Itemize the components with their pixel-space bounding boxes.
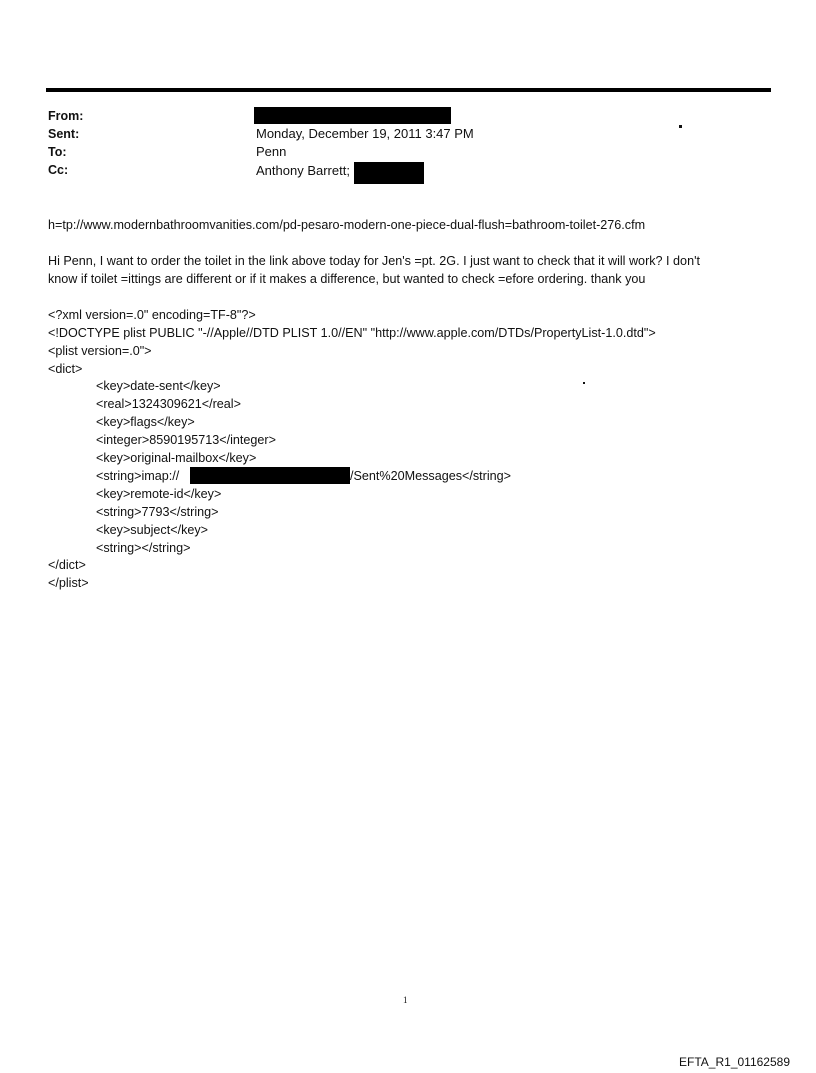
to-label: To:: [48, 145, 67, 159]
plist-entry: <key>date-sent</key>: [96, 379, 221, 393]
plist-entry: <string>imap://: [96, 469, 180, 483]
doctype-line: <!DOCTYPE plist PUBLIC "-//Apple//DTD PLIST 1.0//EN" "http://www.apple.com/DTDs/PropertyList-1.0.dtd">: [48, 326, 656, 340]
plist-open: <plist version=.0">: [48, 344, 152, 358]
cc-label: Cc:: [48, 163, 69, 177]
sent-value: Monday, December 19, 2011 3:47 PM: [256, 126, 474, 141]
mailbox-redaction: [190, 467, 350, 484]
message-line-2: know if toilet =ittings are different or if it makes a difference, but wanted to check =efore ordering. thank you: [48, 272, 646, 286]
plist-close: </plist>: [48, 576, 89, 590]
page-number: 1: [403, 995, 408, 1005]
cc-value: Anthony Barrett;: [256, 163, 350, 178]
dict-open: <dict>: [48, 362, 83, 376]
dict-close: </dict>: [48, 558, 86, 572]
plist-entry: <key>remote-id</key>: [96, 487, 222, 501]
xml-declaration: <?xml version=.0" encoding=TF-8"?>: [48, 308, 256, 322]
cc-redaction: [354, 162, 424, 184]
from-label: From:: [48, 109, 84, 123]
header-rule: [46, 88, 771, 92]
message-line-1: Hi Penn, I want to order the toilet in the link above today for Jen's =pt. 2G. I just want to check that it will work? I don't: [48, 254, 700, 268]
scan-speck: [583, 382, 585, 384]
scan-speck: [679, 125, 682, 128]
mailbox-suffix: /Sent%20Messages</string>: [350, 469, 512, 483]
plist-entry: <string>7793</string>: [96, 505, 219, 519]
plist-entry: <real>1324309621</real>: [96, 397, 241, 411]
plist-entry: <key>flags</key>: [96, 415, 195, 429]
plist-entry: <key>subject</key>: [96, 523, 209, 537]
link-line: h=tp://www.modernbathroomvanities.com/pd-pesaro-modern-one-piece-dual-flush=bathroom-toilet-276.cfm: [48, 218, 646, 232]
to-value: Penn: [256, 144, 287, 159]
plist-entry: <key>original-mailbox</key>: [96, 451, 257, 465]
plist-entry: <string></string>: [96, 541, 191, 555]
document-id: EFTA_R1_01162589: [679, 1055, 790, 1069]
sent-label: Sent:: [48, 127, 80, 141]
plist-entry: <integer>8590195713</integer>: [96, 433, 276, 447]
from-redaction: [254, 107, 451, 124]
